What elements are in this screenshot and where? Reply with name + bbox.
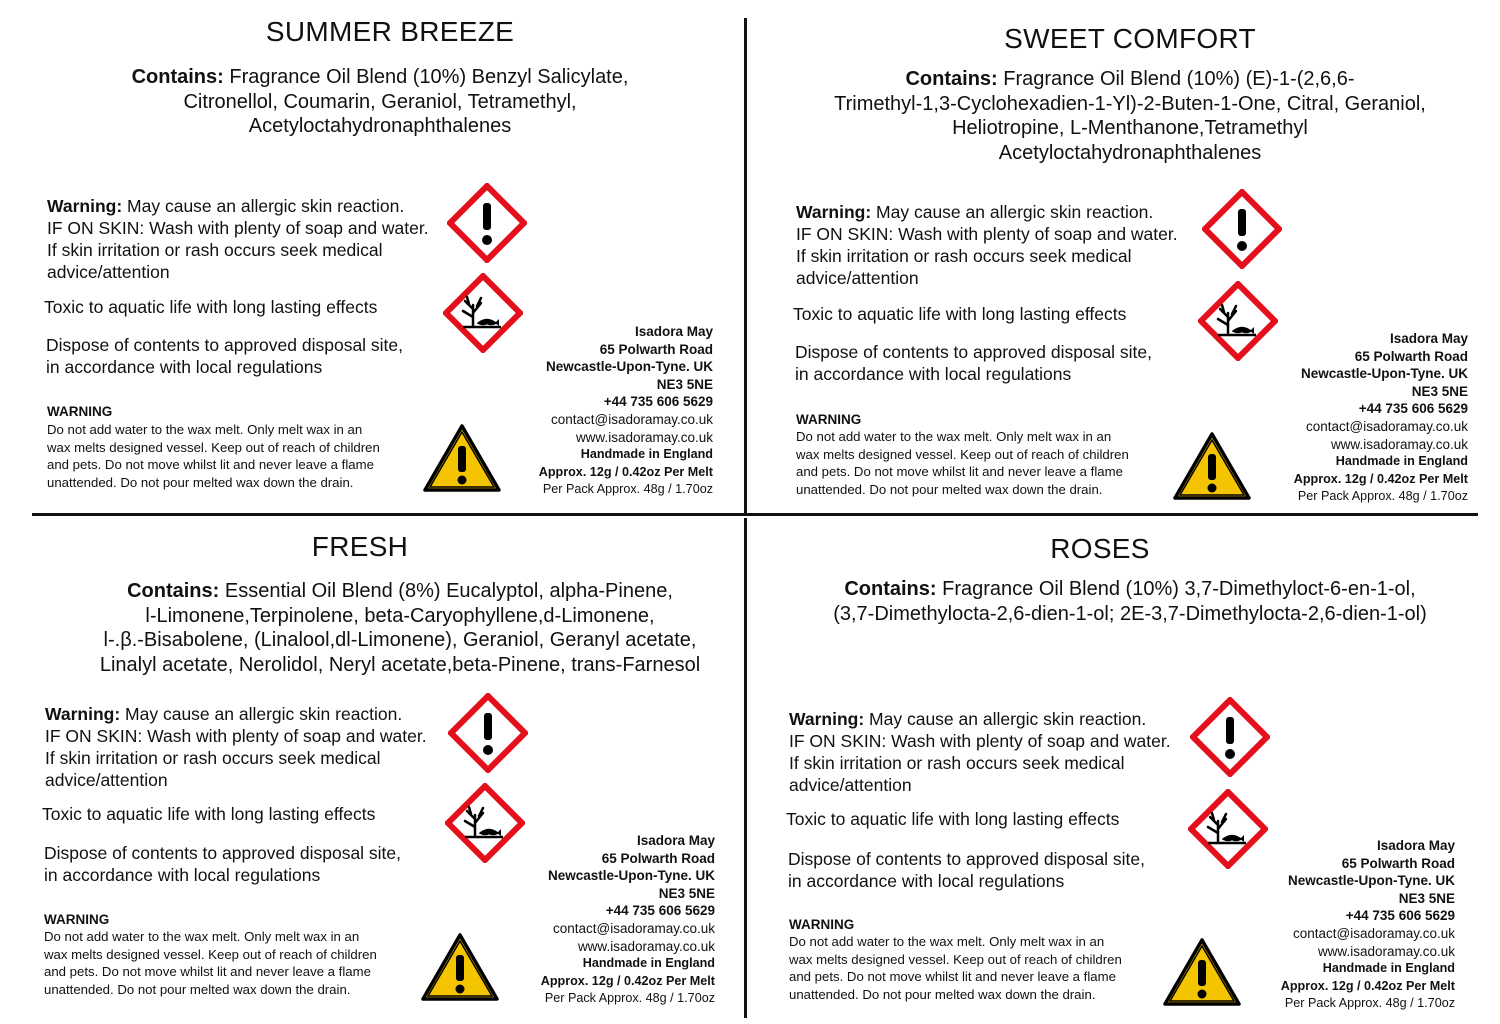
wax-line-1: Do not add water to the wax melt. Only melt wax in an — [796, 429, 1112, 444]
company-name: Isadora May — [1376, 838, 1455, 853]
warning-line-3: If skin irritation or rash occurs seek medical — [47, 240, 383, 260]
wax-warning-text — [789, 933, 1169, 1003]
phone-number: +44 735 606 5629 — [1345, 908, 1455, 924]
disposal-statement — [46, 334, 403, 378]
address-street: 65 Polwarth Road — [601, 850, 715, 866]
skin-warning — [45, 703, 427, 791]
company-address — [1208, 330, 1468, 506]
warning-line-2: IF ON SKIN: Wash with plenty of soap and water. — [796, 224, 1178, 244]
ingredients-line-3: l-.β.-Bisabolene, (Linalool,dl-Limonene), Geraniol, Geranyl acetate, — [103, 629, 697, 651]
address-city: Newcastle-Upon-Tyne. UK — [545, 359, 713, 375]
skin-warning — [796, 201, 1178, 289]
exclamation-hazard-icon — [1190, 697, 1270, 777]
company-address — [1195, 837, 1455, 1013]
warning-text: May cause an allergic skin reaction. — [869, 709, 1147, 729]
wax-line-4: unattended. Do not pour melted wax down the drain. — [47, 474, 354, 490]
wax-warning-text — [44, 928, 424, 998]
label-panel-1 — [40, 0, 740, 500]
contains-ingredients — [780, 67, 1480, 165]
ingredients-line-2: (3,7-Dimethylocta-2,6-dien-1-ol; 2E-3,7-Dimethylocta-2,6-dien-1-ol) — [833, 602, 1427, 625]
wax-line-2: wax melts designed vessel. Keep out of reach of children — [789, 951, 1122, 967]
company-name: Isadora May — [634, 324, 713, 339]
weight-per-melt: Approx. 12g / 0.42oz Per Melt — [540, 973, 715, 988]
wax-line-2: wax melts designed vessel. Keep out of reach of children — [47, 439, 380, 455]
ingredients-line-2: l-Limonene,Terpinolene, beta-Caryophyllene,d-Limonene, — [145, 604, 655, 627]
product-title: SUMMER BREEZE — [265, 16, 515, 47]
dispose-line-2: in accordance with local regulations — [44, 865, 321, 885]
weight-per-melt: Approx. 12g / 0.42oz Per Melt — [1280, 978, 1455, 993]
address-street: 65 Polwarth Road — [1341, 855, 1455, 871]
email-address: contact@isadoramay.co.uk — [552, 920, 715, 936]
website: www.isadoramay.co.uk — [575, 429, 713, 445]
phone-number: +44 735 606 5629 — [1358, 401, 1468, 417]
disposal-statement — [795, 341, 1152, 385]
dispose-line-1: Dispose of contents to approved disposal site, — [46, 335, 404, 355]
ingredients-line-1: Essential Oil Blend (8%) Eucalyptol, alpha-Pinene, — [224, 580, 673, 602]
handmade-note: Handmade in England — [580, 447, 713, 462]
address-street: 65 Polwarth Road — [1354, 348, 1468, 364]
toxic-statement: Toxic to aquatic life with long lasting effects — [44, 297, 378, 317]
wax-line-4: unattended. Do not pour melted wax down the drain. — [796, 481, 1103, 497]
email-address: contact@isadoramay.co.uk — [1305, 418, 1468, 434]
warning-text: May cause an allergic skin reaction. — [127, 196, 405, 216]
warning-label: Warning: — [47, 196, 123, 216]
phone-number: +44 735 606 5629 — [605, 903, 715, 919]
contains-ingredients — [40, 579, 760, 677]
dispose-line-2: in accordance with local regulations — [788, 871, 1065, 891]
warning-line-4: advice/attention — [47, 262, 170, 282]
contains-label: Contains: — [905, 68, 998, 90]
dispose-line-1: Dispose of contents to approved disposal site, — [44, 843, 402, 863]
wax-warning-title: WARNING — [789, 917, 855, 932]
wax-line-1: Do not add water to the wax melt. Only melt wax in an — [47, 422, 363, 437]
ingredients-line-4: Acetyloctahydronaphthalenes — [998, 141, 1262, 164]
wax-warning-text — [47, 421, 427, 491]
ingredients-line-3: Heliotropine, L-Menthanone,Tetramethyl — [952, 117, 1308, 139]
address-postcode: NE3 5NE — [1411, 383, 1468, 399]
toxic-statement: Toxic to aquatic life with long lasting effects — [786, 809, 1120, 829]
warning-line-3: If skin irritation or rash occurs seek medical — [45, 748, 381, 768]
warning-text: May cause an allergic skin reaction. — [125, 704, 403, 724]
website: www.isadoramay.co.uk — [577, 938, 715, 954]
warning-label: Warning: — [789, 709, 865, 729]
warning-label: Warning: — [796, 202, 872, 222]
wax-warning-title: WARNING — [44, 912, 110, 927]
wax-line-1: Do not add water to the wax melt. Only melt wax in an — [789, 934, 1105, 949]
wax-warning-title: WARNING — [47, 404, 113, 419]
product-title: FRESH — [311, 531, 409, 562]
label-panel-2 — [780, 0, 1480, 504]
wax-line-3: and pets. Do not move whilst lit and never leave a flame — [47, 457, 374, 473]
website: www.isadoramay.co.uk — [1330, 436, 1468, 452]
phone-number: +44 735 606 5629 — [603, 394, 713, 410]
address-postcode: NE3 5NE — [658, 885, 715, 901]
wax-line-2: wax melts designed vessel. Keep out of reach of children — [44, 946, 377, 962]
weight-per-pack: Per Pack Approx. 48g / 1.70oz — [1284, 996, 1455, 1011]
weight-per-pack: Per Pack Approx. 48g / 1.70oz — [1297, 489, 1468, 504]
wax-line-4: unattended. Do not pour melted wax down the drain. — [789, 986, 1096, 1002]
wax-warning-text — [796, 428, 1176, 498]
address-postcode: NE3 5NE — [656, 376, 713, 392]
contains-label: Contains: — [127, 580, 220, 602]
ingredients-line-2: Citronellol, Coumarin, Geraniol, Tetramethyl, — [183, 90, 577, 113]
exclamation-hazard-icon — [448, 693, 528, 773]
dispose-line-1: Dispose of contents to approved disposal site, — [788, 849, 1146, 869]
wax-line-1: Do not add water to the wax melt. Only melt wax in an — [44, 929, 360, 944]
ingredients-line-4: Linalyl acetate, Nerolidol, Neryl acetate,beta-Pinene, trans-Farnesol — [99, 653, 701, 676]
dispose-line-2: in accordance with local regulations — [46, 357, 323, 377]
ingredients-line-1: Fragrance Oil Blend (10%) Benzyl Salicylate, — [229, 66, 629, 88]
contains-label: Contains: — [131, 66, 224, 88]
toxic-statement: Toxic to aquatic life with long lasting effects — [793, 304, 1127, 324]
wax-line-3: and pets. Do not move whilst lit and never leave a flame — [789, 969, 1116, 985]
address-city: Newcastle-Upon-Tyne. UK — [1287, 873, 1455, 889]
warning-line-4: advice/attention — [789, 775, 912, 795]
wax-line-4: unattended. Do not pour melted wax down the drain. — [44, 981, 351, 997]
handmade-note: Handmade in England — [582, 956, 715, 971]
email-address: contact@isadoramay.co.uk — [1292, 925, 1455, 941]
handmade-note: Handmade in England — [1322, 961, 1455, 976]
ingredients-line-3: Acetyloctahydronaphthalenes — [248, 115, 512, 137]
address-street: 65 Polwarth Road — [599, 341, 713, 357]
company-name: Isadora May — [636, 833, 715, 848]
warning-label: Warning: — [45, 704, 121, 724]
exclamation-hazard-icon — [447, 183, 527, 263]
wax-line-3: and pets. Do not move whilst lit and never leave a flame — [44, 964, 371, 980]
dispose-line-1: Dispose of contents to approved disposal site, — [795, 342, 1153, 362]
ingredients-line-2: Trimethyl-1,3-Cyclohexadien-1-Yl)-2-Buten-1-One, Citral, Geraniol, — [834, 92, 1426, 115]
label-panel-4 — [780, 507, 1480, 1011]
skin-warning — [47, 195, 429, 283]
contains-ingredients — [780, 577, 1480, 626]
handmade-note: Handmade in England — [1335, 454, 1468, 469]
weight-per-pack: Per Pack Approx. 48g / 1.70oz — [542, 482, 713, 497]
warning-line-4: advice/attention — [45, 770, 168, 790]
website: www.isadoramay.co.uk — [1317, 943, 1455, 959]
wax-warning-title: WARNING — [796, 412, 862, 427]
dispose-line-2: in accordance with local regulations — [795, 364, 1072, 384]
product-title: SWEET COMFORT — [1004, 23, 1256, 54]
contains-ingredients — [40, 65, 720, 139]
address-city: Newcastle-Upon-Tyne. UK — [547, 868, 715, 884]
exclamation-hazard-icon — [1202, 189, 1282, 269]
contains-label: Contains: — [844, 578, 937, 600]
toxic-statement: Toxic to aquatic life with long lasting effects — [42, 804, 376, 824]
warning-line-3: If skin irritation or rash occurs seek medical — [796, 246, 1132, 266]
weight-per-melt: Approx. 12g / 0.42oz Per Melt — [1293, 471, 1468, 486]
warning-line-2: IF ON SKIN: Wash with plenty of soap and water. — [47, 218, 429, 238]
warning-line-4: advice/attention — [796, 268, 919, 288]
skin-warning — [789, 708, 1171, 796]
ingredients-line-1: Fragrance Oil Blend (10%) 3,7-Dimethyloct-6-en-1-ol, — [942, 578, 1416, 600]
weight-per-melt: Approx. 12g / 0.42oz Per Melt — [538, 464, 713, 479]
warning-line-2: IF ON SKIN: Wash with plenty of soap and water. — [789, 731, 1171, 751]
warning-text: May cause an allergic skin reaction. — [876, 202, 1154, 222]
company-address — [453, 323, 713, 499]
weight-per-pack: Per Pack Approx. 48g / 1.70oz — [544, 991, 715, 1006]
wax-line-3: and pets. Do not move whilst lit and never leave a flame — [796, 464, 1123, 480]
company-address — [455, 832, 715, 1008]
address-postcode: NE3 5NE — [1398, 890, 1455, 906]
address-city: Newcastle-Upon-Tyne. UK — [1300, 366, 1468, 382]
label-panel-3 — [40, 507, 740, 1007]
disposal-statement — [44, 842, 401, 886]
vertical-divider-top — [744, 18, 747, 513]
warning-line-3: If skin irritation or rash occurs seek medical — [789, 753, 1125, 773]
product-title: ROSES — [1050, 533, 1150, 564]
ingredients-line-1: Fragrance Oil Blend (10%) (E)-1-(2,6,6- — [1003, 68, 1355, 90]
wax-line-2: wax melts designed vessel. Keep out of reach of children — [796, 446, 1129, 462]
disposal-statement — [788, 848, 1145, 892]
company-name: Isadora May — [1389, 331, 1468, 346]
email-address: contact@isadoramay.co.uk — [550, 411, 713, 427]
warning-line-2: IF ON SKIN: Wash with plenty of soap and water. — [45, 726, 427, 746]
